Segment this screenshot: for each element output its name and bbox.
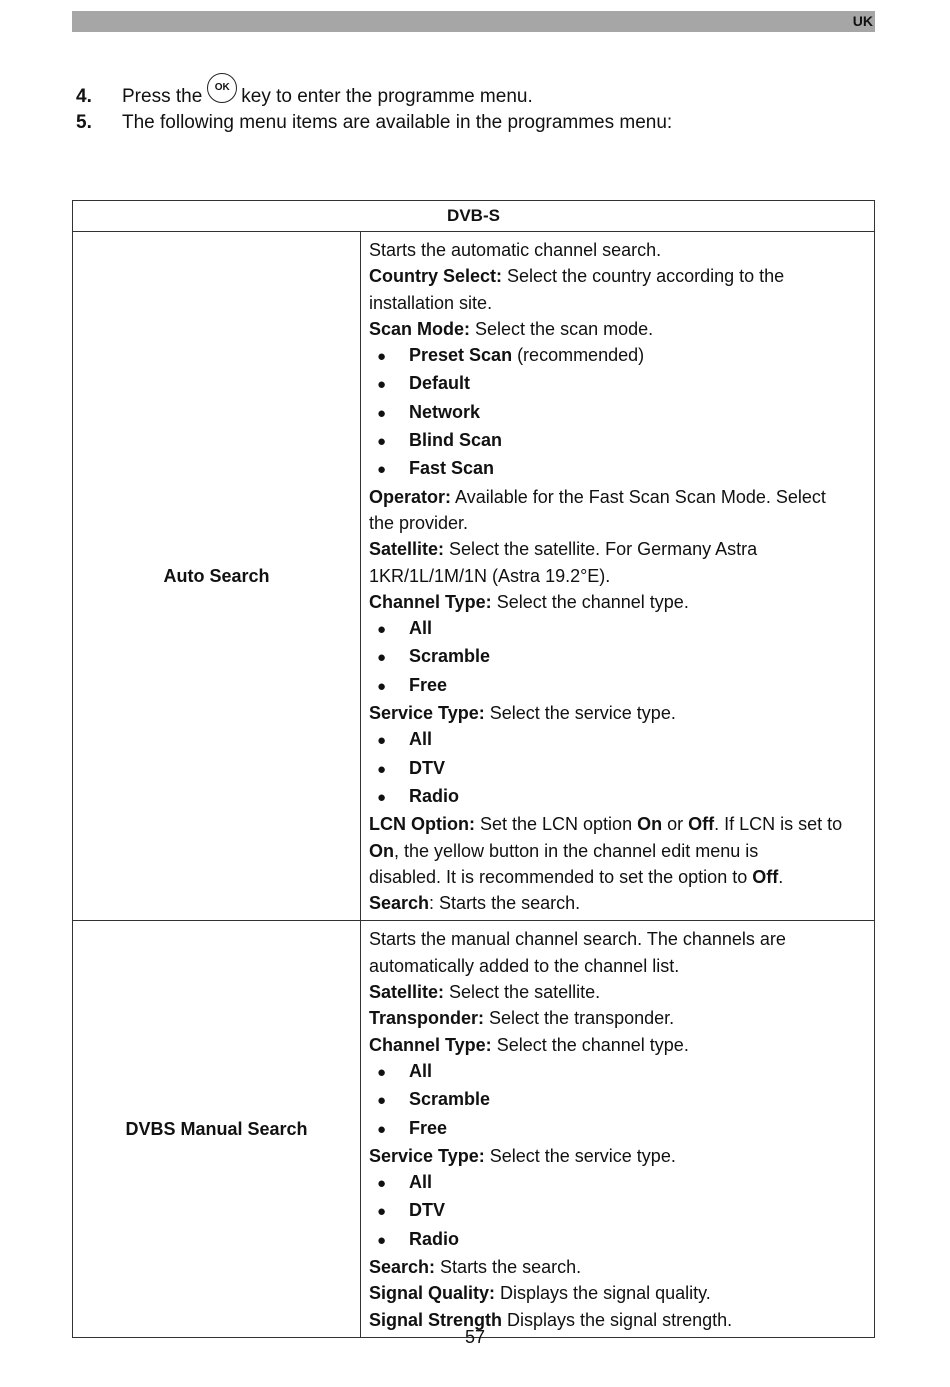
list-item: ● Blind Scan: [369, 427, 866, 455]
menu-item-label: Auto Search: [73, 232, 361, 921]
description-line: Service Type: Select the service type.: [369, 1145, 676, 1166]
step-number: 4.: [76, 86, 92, 107]
programme-menu-table: [72, 200, 875, 1338]
description-line: Scan Mode: Select the scan mode.: [369, 318, 654, 339]
list-item: ● DTV: [369, 755, 866, 783]
description-line: disabled. It is recommended to set the option to Off.: [369, 866, 784, 887]
description-line: Satellite: Select the satellite. For Germany Astra: [369, 539, 758, 560]
bullet-icon: ●: [377, 621, 387, 639]
bullet-icon: ●: [377, 649, 387, 667]
list-item: ● Radio: [369, 783, 866, 811]
table-row-auto-search: [73, 232, 875, 921]
description-line: the provider.: [369, 512, 469, 533]
description-line: installation site.: [369, 292, 493, 313]
table-row-manual-search: [73, 921, 875, 1337]
menu-item-label: DVBS Manual Search: [73, 921, 361, 1337]
description-line: Starts the manual channel search. The channels are: [369, 929, 786, 950]
bullet-icon: ●: [377, 732, 387, 750]
list-item: ● DTV: [369, 1197, 866, 1225]
header-bar: [72, 11, 875, 32]
step-5: [76, 110, 876, 136]
bullet-icon: ●: [377, 1092, 387, 1110]
list-item: ● All: [369, 1169, 866, 1197]
menu-item-description: [361, 232, 875, 921]
list-item: ● Preset Scan (recommended): [369, 342, 866, 370]
list-item: ● All: [369, 726, 866, 754]
bullet-icon: ●: [377, 376, 387, 394]
language-code: UK: [852, 13, 873, 29]
bullet-icon: ●: [377, 1231, 387, 1249]
page-number: 57: [464, 1327, 486, 1347]
bullet-icon: ●: [377, 433, 387, 451]
list-item: ● All: [369, 615, 866, 643]
description-line: 1KR/1L/1M/1N (Astra 19.2°E).: [369, 565, 611, 586]
bullet-icon: ●: [377, 1120, 387, 1138]
list-item: ● Scramble: [369, 1086, 866, 1114]
bullet-icon: ●: [377, 788, 387, 806]
description-line: Signal Quality: Displays the signal quality.: [369, 1283, 711, 1304]
list-item: ● Free: [369, 672, 866, 700]
step-text: key to enter the programme menu.: [241, 86, 533, 107]
description-line: Satellite: Select the satellite.: [369, 982, 601, 1003]
list-item: ● Fast Scan: [369, 455, 866, 483]
instruction-steps: [76, 84, 876, 136]
list-item: ● Free: [369, 1115, 866, 1143]
description-line: Operator: Available for the Fast Scan Scan Mode. Select: [369, 486, 826, 507]
step-number: 5.: [76, 112, 92, 133]
description-line: Search: Starts the search.: [369, 893, 581, 914]
step-text: The following menu items are available in the programmes menu:: [122, 112, 673, 133]
bullet-icon: ●: [377, 677, 387, 695]
bullet-icon: ●: [377, 461, 387, 479]
description-line: LCN Option: Set the LCN option On or Off. If LCN is set to: [369, 814, 843, 835]
list-item: ● Network: [369, 399, 866, 427]
bullet-icon: ●: [377, 404, 387, 422]
list-item: ● Default: [369, 370, 866, 398]
description-line: Service Type: Select the service type.: [369, 703, 676, 724]
description-line: Country Select: Select the country according to the: [369, 266, 785, 287]
menu-item-description: [361, 921, 875, 1337]
ok-key-icon: OK: [207, 73, 237, 103]
step-text: Press the: [122, 86, 203, 107]
description-line: On, the yellow button in the channel edit menu is: [369, 840, 759, 861]
bullet-icon: ●: [377, 1063, 387, 1081]
step-4: [76, 84, 876, 110]
list-item: ● All: [369, 1058, 866, 1086]
bullet-icon: ●: [377, 1175, 387, 1193]
description-line: automatically added to the channel list.: [369, 955, 680, 976]
description-line: Search: Starts the search.: [369, 1256, 582, 1277]
description-line: Transponder: Select the transponder.: [369, 1008, 675, 1029]
description-line: Channel Type: Select the channel type.: [369, 591, 689, 612]
table-heading: DVB-S: [73, 201, 875, 232]
description-line: Starts the automatic channel search.: [369, 240, 662, 260]
description-line: Channel Type: Select the channel type.: [369, 1034, 689, 1055]
bullet-icon: ●: [377, 1203, 387, 1221]
list-item: ● Radio: [369, 1226, 866, 1254]
bullet-icon: ●: [377, 760, 387, 778]
list-item: ● Scramble: [369, 643, 866, 671]
bullet-icon: ●: [377, 348, 387, 366]
description-line: Signal Strength Displays the signal strength.: [369, 1309, 733, 1330]
